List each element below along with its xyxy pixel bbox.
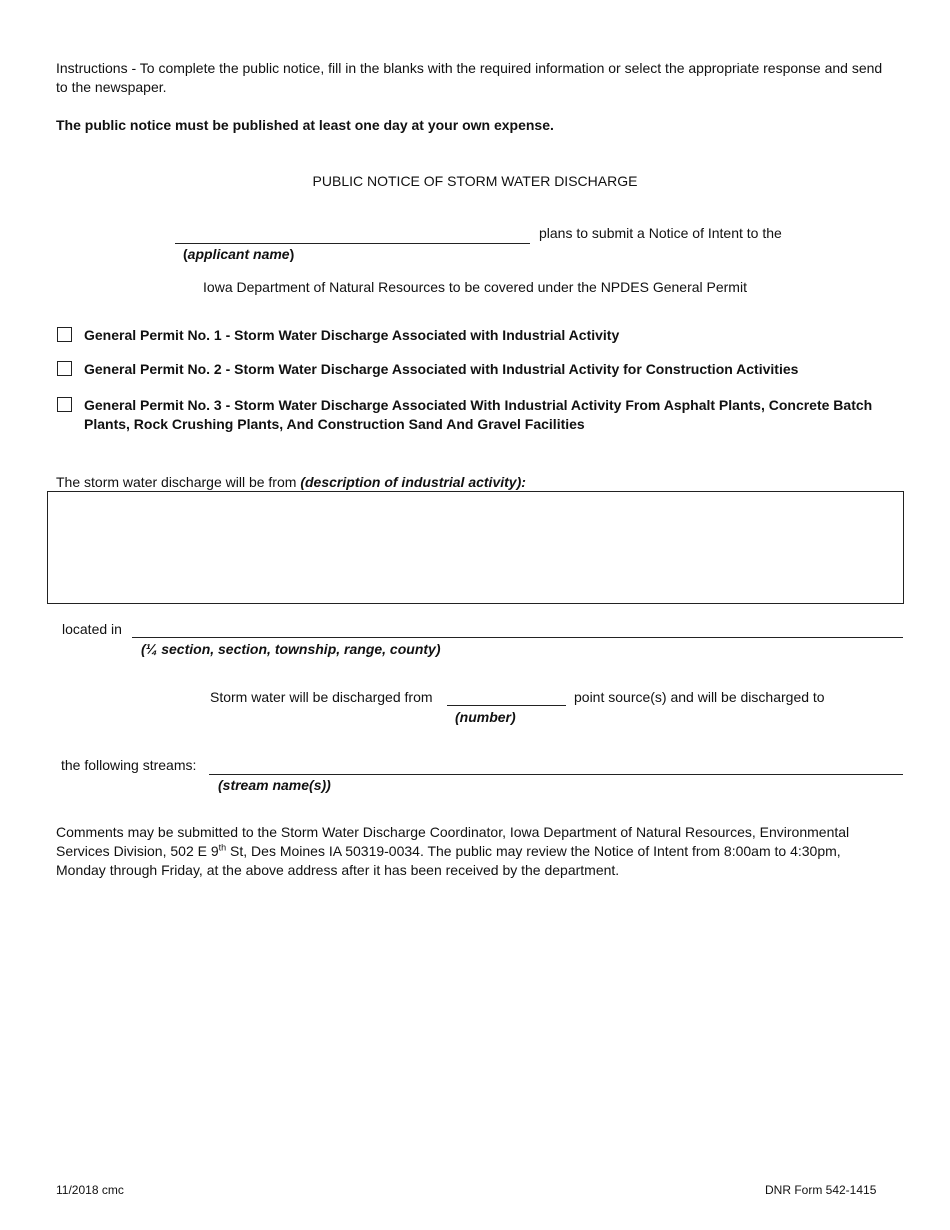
location-label: (¼ section, section, township, range, county) xyxy=(141,641,441,657)
point-source-underline xyxy=(447,705,566,706)
permit-3-checkbox[interactable] xyxy=(57,397,72,412)
streams-underline xyxy=(209,774,903,775)
applicant-name-label: (applicant name) xyxy=(183,246,295,262)
point-source-prefix: Storm water will be discharged from xyxy=(210,689,433,705)
location-underline xyxy=(132,637,903,638)
permit-1-checkbox[interactable] xyxy=(57,327,72,342)
streams-label: (stream name(s)) xyxy=(218,777,331,793)
streams-prefix: the following streams: xyxy=(61,757,197,773)
instructions-text: Instructions - To complete the public notice, fill in the blanks with the required information or select the appropriate response and send to the newspaper. xyxy=(56,60,883,95)
permit-3-label: General Permit No. 3 - Storm Water Discharge Associated With Industrial Activity From Asphalt Plants, Concrete Batch Plants, Rock Crushing Plants, And Construction Sand And Gravel Facilities xyxy=(84,397,873,432)
location-field[interactable] xyxy=(136,618,900,636)
point-source-suffix: point source(s) and will be discharged to xyxy=(574,689,825,705)
applicant-suffix-text: plans to submit a Notice of Intent to the xyxy=(539,225,782,241)
discharge-description-prompt: The storm water discharge will be from (description of industrial activity): xyxy=(56,474,526,490)
permit-1-label: General Permit No. 1 - Storm Water Discharge Associated with Industrial Activity xyxy=(84,327,620,343)
footer-form-number: DNR Form 542-1415 xyxy=(765,1183,877,1197)
point-source-label: (number) xyxy=(455,709,516,725)
applicant-name-underline xyxy=(175,243,530,244)
footer-date: 11/2018 cmc xyxy=(56,1183,124,1197)
location-prefix: located in xyxy=(62,621,122,637)
industrial-activity-textbox[interactable] xyxy=(47,491,904,604)
publication-notice: The public notice must be published at least one day at your own expense. xyxy=(56,117,554,133)
permit-2-label: General Permit No. 2 - Storm Water Discharge Associated with Industrial Activity for Construction Activities xyxy=(84,361,799,377)
applicant-name-field[interactable] xyxy=(180,224,528,242)
page-title: PUBLIC NOTICE OF STORM WATER DISCHARGE xyxy=(312,173,638,189)
comments-paragraph: Comments may be submitted to the Storm Water Discharge Coordinator, Iowa Department of Natural Resources, Environmental Services Division, 502 E 9th St, Des Moines IA 50319-0034. The public may review the Notice of Intent from 8:00am to 4:30pm, Monday through Friday, at the above address after it has been received by the department. xyxy=(56,824,850,878)
streams-field[interactable] xyxy=(212,755,900,773)
permit-2-checkbox[interactable] xyxy=(57,361,72,376)
department-line: Iowa Department of Natural Resources to be covered under the NPDES General Permit xyxy=(203,279,747,295)
point-source-count-field[interactable] xyxy=(449,686,564,704)
